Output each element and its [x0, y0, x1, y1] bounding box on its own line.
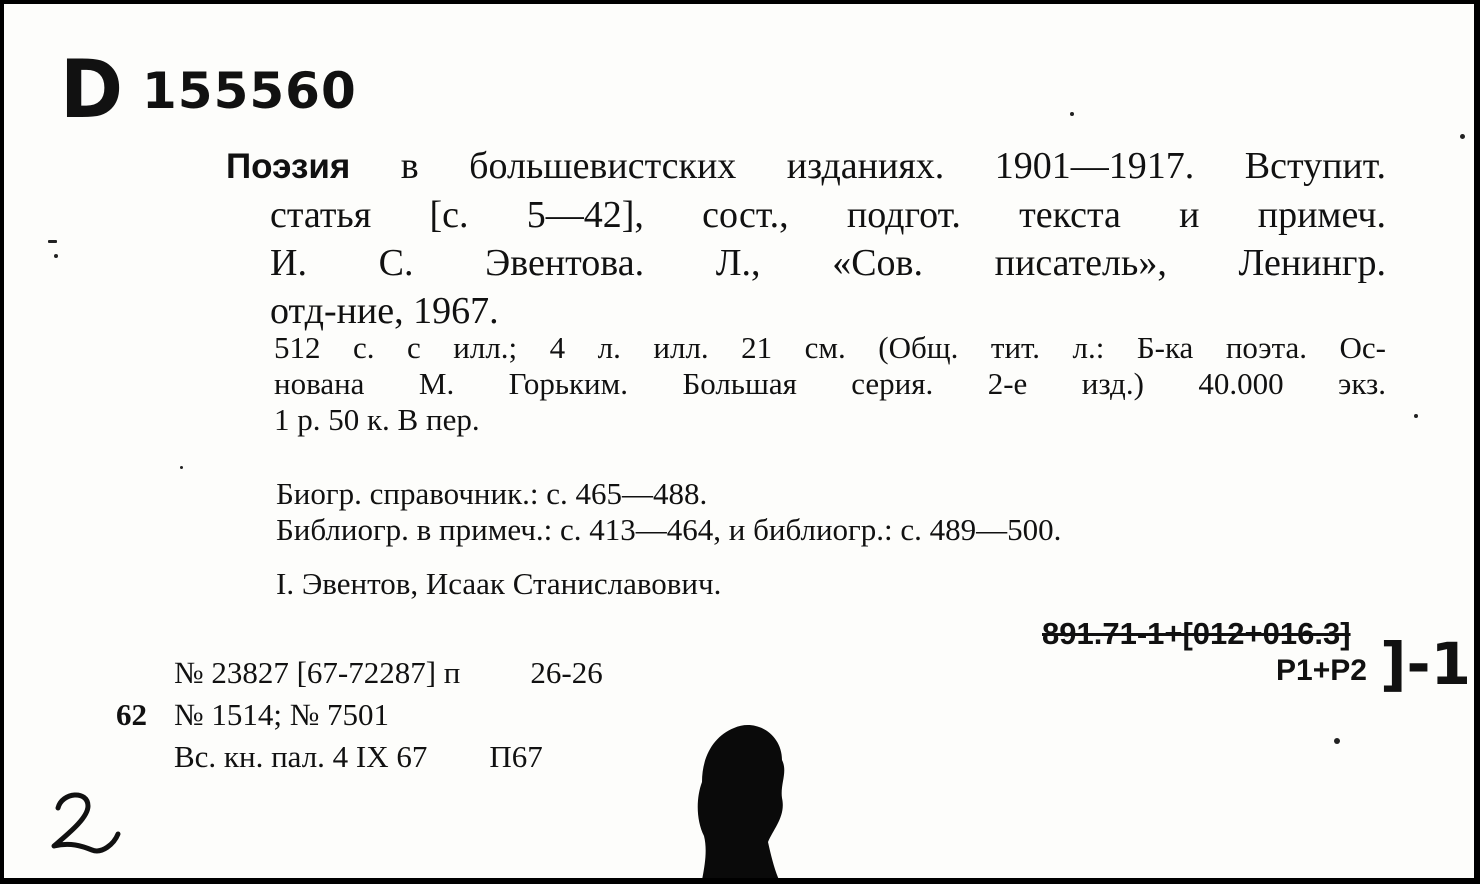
- title-line-2: статья [с. 5—42], сост., подгот. текста и примеч.: [270, 194, 1386, 236]
- title-author-word: Поэзия: [226, 147, 351, 186]
- title-line-3: И. С. Эвентова. Л., «Сов. писатель», Ленингр.: [270, 242, 1386, 284]
- note-bibliography: Библиогр. в примеч.: с. 413—464, и библиогр.: с. 489—500.: [276, 512, 1062, 547]
- classification-new: P1+P2: [1276, 654, 1367, 687]
- registry-line-1: [116, 652, 603, 694]
- classification-mark: ]-1: [1380, 630, 1471, 698]
- title-line-4: отд-ние, 1967.: [270, 290, 499, 332]
- description-line-2: нована М. Горьким. Большая серия. 2-е изд.) 40.000 экз.: [274, 366, 1386, 401]
- registry-prefix: 62: [116, 697, 147, 732]
- ink-blot-silhouette: [694, 720, 794, 878]
- title-line-1: [226, 142, 1386, 191]
- catalog-card: [4, 4, 1474, 878]
- subject-entry: I. Эвентов, Исаак Станиславович.: [276, 566, 722, 601]
- registry-number: № 23827 [67-72287] п: [174, 655, 461, 690]
- registry-line-2: [116, 694, 603, 736]
- registry-block: [116, 652, 603, 778]
- note-biography: Биогр. справочник.: с. 465—488.: [276, 476, 708, 511]
- registry-numbers: № 1514; № 7501: [174, 697, 390, 732]
- registry-line-3: [116, 736, 603, 778]
- description-line-3: 1 р. 50 к. В пер.: [274, 402, 480, 437]
- silhouette-shape: [694, 720, 794, 878]
- description-line-1: 512 с. с илл.; 4 л. илл. 21 см. (Общ. тит. л.: Б-ка поэта. Ос-: [274, 330, 1386, 365]
- title-block: [226, 142, 1386, 335]
- handwritten-number-drawing: [48, 788, 128, 858]
- classification-struck: 891.71-1+[012+016.3]: [1042, 616, 1351, 651]
- chamber-date: Вс. кн. пал. 4 IX 67: [174, 739, 428, 774]
- notes-block: [276, 476, 1061, 548]
- chamber-code: П67: [489, 739, 543, 774]
- title-line-1-text: в большевистских изданиях. 1901—1917. Вступит.: [350, 145, 1386, 187]
- handwritten-mark: [48, 788, 128, 863]
- stamp-number: 155560: [142, 62, 357, 120]
- stamp-letter: D: [60, 43, 124, 136]
- physical-description: [274, 330, 1386, 438]
- registry-code: 26-26: [530, 655, 603, 690]
